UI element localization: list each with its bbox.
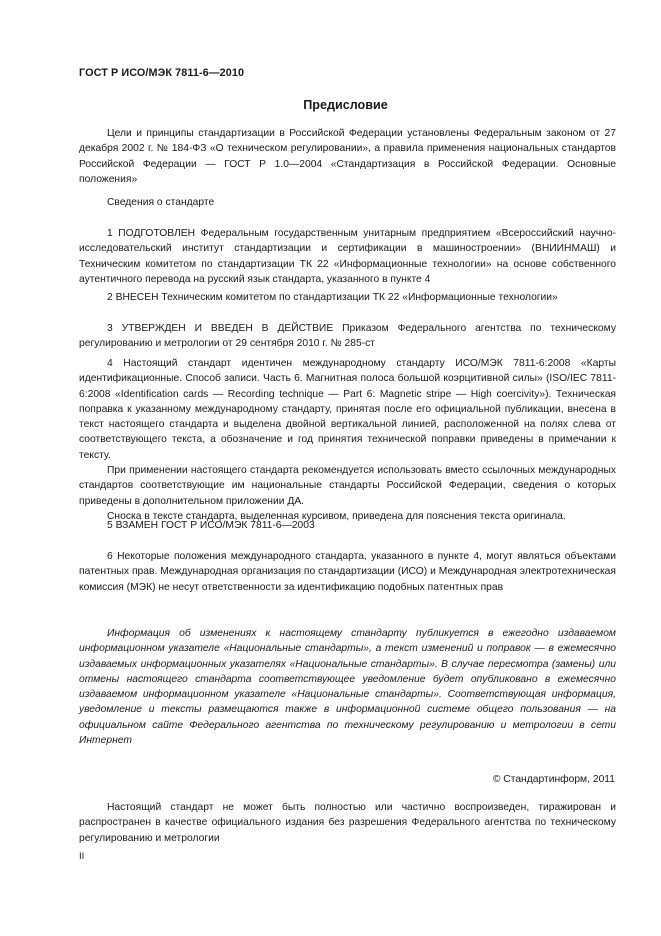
intro-paragraph: Цели и принципы стандартизации в Российской Федерации установлены Федеральным законом от 27 декабря 2002 г. № 184-ФЗ «О техническом регулировании», а правила применения национальных стандартов Российской Федерации — ГОСТ Р 1.0—2004 «Стандартизация в Российской Федерации. Основные положения» xyxy=(79,128,616,185)
item-1-section xyxy=(79,226,616,287)
item-4-paragraph-3: Сноска в тексте стандарта, выделенная курсивом, приведена для пояснения текста оригинала. xyxy=(107,510,566,522)
changes-notice: Информация об изменениях к настоящему стандарту публикуется в ежегодно издаваемом информационном указателе «Национальные стандарты», а текст изменений и поправок — в ежемесячно издаваемых информационных указателях «Национальные стандарты». В случае пересмотра (замены) или отмены настоящего стандарта соответствующее уведомление будет опубликовано в ежемесячно издаваемом информационном указателе «Национальные стандарты». Соответствующая информация, уведомление и тексты размещаются также в информационной системе общего пользования — на официальном сайте Федерального агентства по техническому регулированию и метрологии в сети Интернет xyxy=(79,628,616,747)
item-6-paragraph: 6 Некоторые положения международного стандарта, указанного в пункте 4, могут являться объектами патентных прав. Международная организация по стандартизации (ИСО) и Международная электротехническая комиссия (МЭК) не несут ответственности за идентификацию подобных патентных прав xyxy=(79,551,616,593)
reproduction-notice: Настоящий стандарт не может быть полностью или частично воспроизведен, тиражирован и распространен в качестве официального издания без разрешения Федерального агентства по техническому регулированию и метрологии xyxy=(79,802,616,844)
item-4-paragraph-2: При применении настоящего стандарта рекомендуется использовать вместо ссылочных международных стандартов соответствующие им национальные стандарты Российской Федерации, сведения о которых приведены в дополнительном приложении ДА. xyxy=(79,465,616,507)
item-2-section xyxy=(79,290,616,305)
item-6-section xyxy=(79,549,616,595)
item-5-section xyxy=(79,518,616,533)
item-4-paragraph-1: 4 Настоящий стандарт идентичен международному стандарту ИСО/МЭК 7811-6:2008 «Карты идентификационные. Способ записи. Часть 6. Магнитная полоса большой коэрцитивной силы» (ISO/IEC 7811-6:2008 «Identification cards — Recording technique — Part 6: Magnetic stripe — High coercivity»). Техническая поправка к указанному международному стандарту, принятая после его официальной публикации, внесена в текст настоящего стандарта и выделена двойной вертикальной линией, расположенной на полях слева от соответствующего текста, а обозначение и год принятия технической поправки приведены в примечании к тексту. xyxy=(79,358,616,461)
copyright-line: © Стандартинформ, 2011 xyxy=(492,774,615,785)
item-5-paragraph: 5 ВЗАМЕН ГОСТ Р ИСО/МЭК 7811-6—2003 xyxy=(107,520,315,531)
page-title: Предисловие xyxy=(303,98,388,112)
info-heading-section xyxy=(79,195,616,210)
intro-section xyxy=(79,126,616,187)
reproduction-section xyxy=(79,800,616,846)
standard-designation: ГОСТ Р ИСО/МЭК 7811-6—2010 xyxy=(79,67,245,79)
item-2-paragraph: 2 ВНЕСЕН Техническим комитетом по стандартизации ТК 22 «Информационные технологии» xyxy=(107,292,558,303)
changes-notice-section xyxy=(79,626,616,748)
item-4-section xyxy=(79,356,616,524)
item-3-section xyxy=(79,321,616,352)
page-number: II xyxy=(79,851,85,862)
info-heading: Сведения о стандарте xyxy=(107,197,215,208)
item-1-paragraph: 1 ПОДГОТОВЛЕН Федеральным государственным унитарным предприятием «Всероссийский научно-исследовательский институт стандартизации и сертификации в машиностроении» (ВНИИНМАШ) и Техническим комитетом по стандартизации ТК 22 «Информационные технологии» на основе собственного аутентичного перевода на русский язык стандарта, указанного в пункте 4 xyxy=(79,228,616,285)
item-3-paragraph: 3 УТВЕРЖДЕН И ВВЕДЕН В ДЕЙСТВИЕ Приказом Федерального агентства по техническому регулированию и метрологии от 29 сентября 2010 г. № 285-ст xyxy=(79,323,616,350)
